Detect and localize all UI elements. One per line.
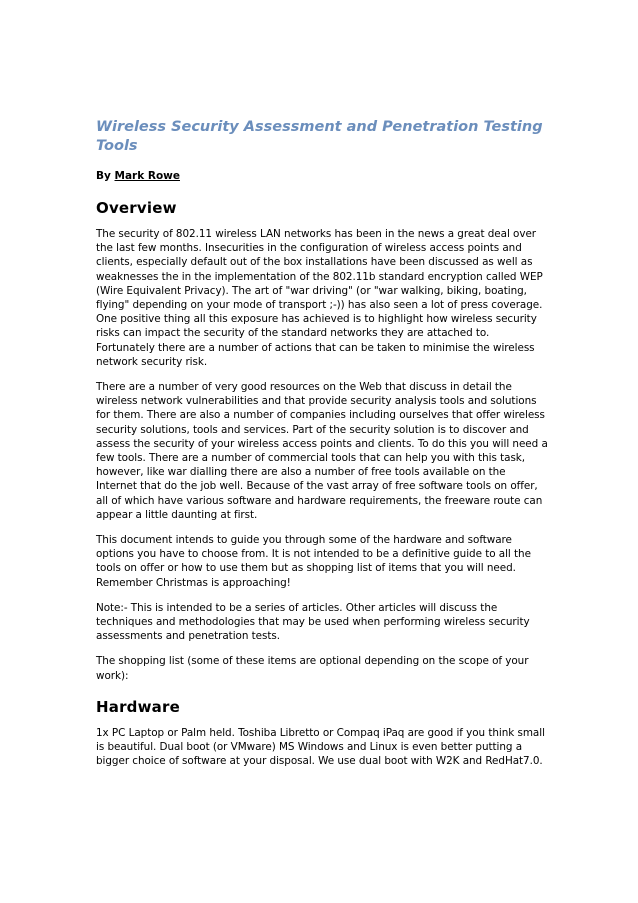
overview-paragraph-4: Note:- This is intended to be a series of articles. Other articles will discuss the techniques and methodologies that may be used when performing wireless security assessments and penetration tests. — [96, 601, 530, 643]
hardware-paragraph-1: 1x PC Laptop or Palm held. Toshiba Libretto or Compaq iPaq are good if you think small is beautiful. Dual boot (or VMware) MS Windows and Linux is even better putting a bigger choice of software at your disposal. We use dual boot with W2K and RedHat7.0. — [96, 726, 545, 768]
overview-paragraph-5: The shopping list (some of these items are optional depending on the scope of your work): — [96, 655, 529, 682]
document-title: Wireless Security Assessment and Penetration Testing Tools — [96, 119, 543, 154]
overview-paragraph-1: The security of 802.11 wireless LAN networks has been in the news a great deal over the last few months. Insecurities in the configuration of wireless access points and clients, especially default out of the box installations have been discussed as well as weaknesses the in the implementation of the 802.11b standard encryption called WEP (Wire Equivalent Privacy). The art of "war driving" (or "war walking, biking, boating, flying" depending on your mode of transport ;-)) has also seen a lot of press coverage. One positive thing all this exposure has achieved is to highlight how wireless security risks can impact the security of the standard networks they are attached to. Fortunately there are a number of actions that can be taken to minimise the wireless network security risk. — [96, 228, 543, 368]
author-link[interactable]: Mark Rowe — [114, 170, 180, 182]
overview-paragraph-2: There are a number of very good resources on the Web that discuss in detail the wireless network vulnerabilities and that provide security analysis tools and solutions for them. There are also a number of companies including ourselves that offer wireless security solutions, tools and services. Part of the security solution is to discover and assess the security of your wireless access points and clients. To do this you will need a few tools. There are a number of commercial tools that can help you with this task, however, like war dialling there are also a number of free tools available on the Internet that do the job well. Because of the vast array of free software tools on offer, all of which have various software and hardware requirements, the freeware route can appear a little daunting at first. — [96, 381, 548, 521]
byline — [96, 169, 548, 183]
byline-prefix: By — [96, 170, 111, 182]
section-heading-hardware: Hardware — [96, 697, 180, 716]
overview-paragraph-3: This document intends to guide you through some of the hardware and software options you have to choose from. It is not intended to be a definitive guide to all the tools on offer or how to use them but as shopping list of items that you will need. Remember Christmas is approaching! — [96, 534, 531, 589]
section-heading-overview: Overview — [96, 199, 177, 217]
document-page — [96, 118, 548, 780]
